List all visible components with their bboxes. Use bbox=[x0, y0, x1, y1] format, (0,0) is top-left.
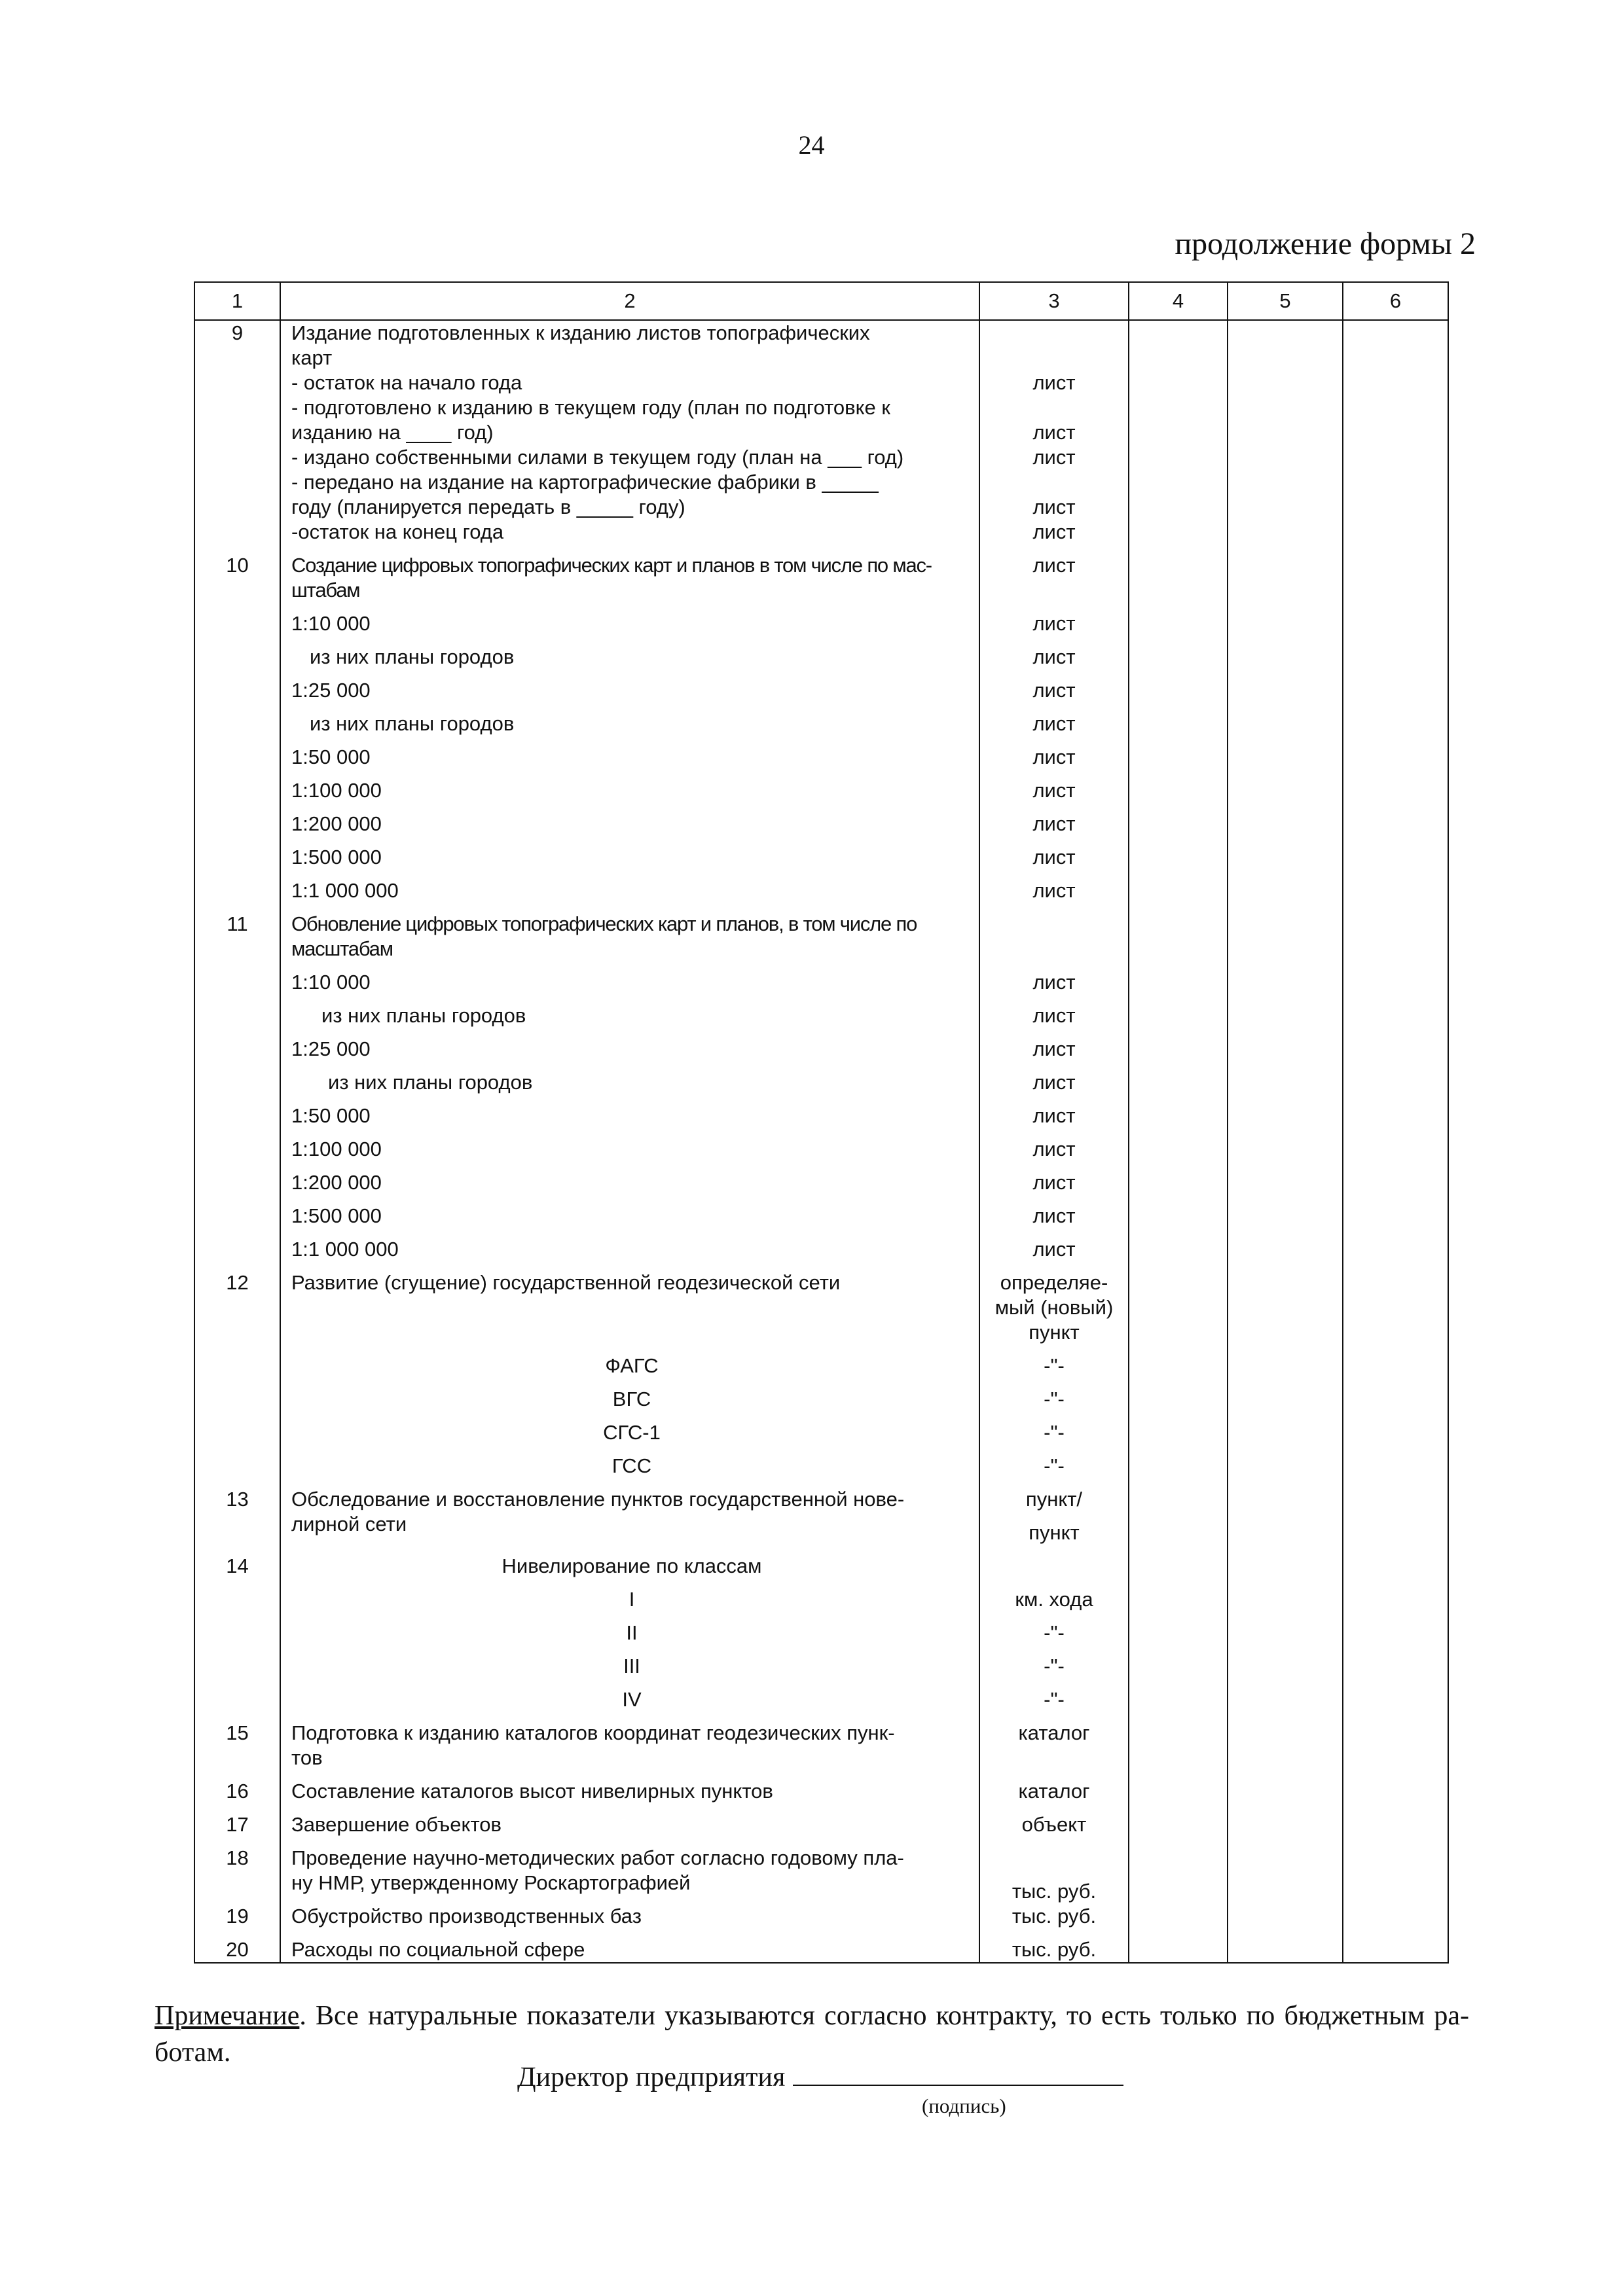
unit-line: лист bbox=[1032, 679, 1076, 702]
row-description bbox=[280, 912, 979, 1270]
row-number: 17 bbox=[194, 1812, 280, 1846]
row-description bbox=[280, 1779, 979, 1812]
value-cell bbox=[1228, 1270, 1343, 1487]
scale-label: 1:500 000 bbox=[291, 846, 382, 869]
unit-cell bbox=[979, 1812, 1129, 1846]
table-row bbox=[194, 1487, 1448, 1554]
unit-line: лист bbox=[1032, 446, 1076, 469]
unit-line: тыс. руб. bbox=[1012, 1905, 1097, 1928]
value-cell bbox=[1228, 320, 1343, 553]
value-cell bbox=[1228, 1779, 1343, 1812]
description-line: штабам bbox=[291, 579, 360, 601]
description-line: Расходы по социальной сфере bbox=[291, 1938, 585, 1961]
description-line: - подготовлено к изданию в текущем году (план по подготовке к bbox=[291, 396, 890, 419]
description-line: году (планируется передать в _____ году) bbox=[291, 495, 685, 518]
value-cell bbox=[1228, 912, 1343, 1270]
value-cell bbox=[1228, 1487, 1343, 1554]
scale-label: 1:25 000 bbox=[291, 1037, 371, 1060]
scale-label: 1:100 000 bbox=[291, 1138, 382, 1160]
description-line: - передано на издание на картографические фабрики в _____ bbox=[291, 471, 879, 493]
unit-line: пункт bbox=[1029, 1521, 1080, 1544]
row-description bbox=[280, 1554, 979, 1721]
unit-cell bbox=[979, 1487, 1129, 1554]
scale-label: из них планы городов bbox=[321, 1004, 526, 1027]
description-line: Проведение научно-методических работ согласно годовому пла- bbox=[291, 1846, 904, 1869]
value-cell bbox=[1343, 912, 1448, 1270]
value-cell bbox=[1129, 1779, 1228, 1812]
unit-line: тыс. руб. bbox=[1012, 1880, 1097, 1903]
value-cell bbox=[1129, 1721, 1228, 1779]
row-number: 13 bbox=[194, 1487, 280, 1554]
value-cell bbox=[1129, 1904, 1228, 1937]
table-header-row bbox=[194, 282, 1448, 320]
value-cell bbox=[1129, 1846, 1228, 1904]
network-class-label: ВГС bbox=[612, 1388, 651, 1410]
unit-line: лист bbox=[1032, 1004, 1076, 1027]
row-description bbox=[280, 1487, 979, 1554]
value-cell bbox=[1228, 1904, 1343, 1937]
value-cell bbox=[1343, 1270, 1448, 1487]
column-header: 6 bbox=[1343, 282, 1448, 320]
row-description bbox=[280, 1270, 979, 1487]
network-class-label: ГСС bbox=[611, 1454, 652, 1477]
footnote bbox=[155, 1998, 1469, 2071]
value-cell bbox=[1129, 912, 1228, 1270]
value-cell bbox=[1129, 320, 1228, 553]
value-cell bbox=[1343, 1904, 1448, 1937]
table-row bbox=[194, 1270, 1448, 1487]
unit-line: пункт/ bbox=[1025, 1488, 1083, 1511]
value-cell bbox=[1343, 553, 1448, 912]
unit-line: -"- bbox=[1044, 1688, 1065, 1711]
unit-line: лист bbox=[1032, 712, 1076, 735]
description-line: Создание цифровых топографических карт и планов в том числе по мас- bbox=[291, 554, 932, 577]
unit-line: тыс. руб. bbox=[1012, 1938, 1097, 1961]
description-line: - остаток на начало года bbox=[291, 371, 522, 394]
scale-label: 1:25 000 bbox=[291, 679, 371, 702]
row-number: 11 bbox=[194, 912, 280, 1270]
value-cell bbox=[1343, 1779, 1448, 1812]
unit-line: лист bbox=[1032, 612, 1076, 635]
description-line: Издание подготовленных к изданию листов топографических bbox=[291, 321, 870, 344]
description-line: изданию на ____ год) bbox=[291, 421, 494, 444]
table-row bbox=[194, 320, 1448, 553]
leveling-class-label: II bbox=[626, 1621, 638, 1644]
table-row bbox=[194, 1779, 1448, 1812]
page-number: 24 bbox=[798, 130, 825, 160]
form-table bbox=[194, 281, 1449, 1964]
value-cell bbox=[1228, 1937, 1343, 1963]
unit-line: -"- bbox=[1044, 1454, 1065, 1477]
unit-line: -"- bbox=[1044, 1655, 1065, 1677]
value-cell bbox=[1129, 1487, 1228, 1554]
unit-line: лист bbox=[1032, 1171, 1076, 1194]
unit-cell bbox=[979, 1937, 1129, 1963]
unit-line: лист bbox=[1032, 495, 1076, 518]
row-description bbox=[280, 1812, 979, 1846]
value-cell bbox=[1343, 1554, 1448, 1721]
unit-cell bbox=[979, 1904, 1129, 1937]
unit-line: каталог bbox=[1018, 1780, 1090, 1803]
description-line: Составление каталогов высот нивелирных пунктов bbox=[291, 1780, 773, 1803]
unit-line: -"- bbox=[1044, 1421, 1065, 1444]
value-cell bbox=[1228, 553, 1343, 912]
description-line: Обследование и восстановление пунктов государственной нове- bbox=[291, 1488, 905, 1511]
description-line: карт bbox=[291, 346, 333, 369]
column-header: 3 bbox=[979, 282, 1129, 320]
row-number: 10 bbox=[194, 553, 280, 912]
scale-label: 1:10 000 bbox=[291, 612, 371, 635]
unit-line: лист bbox=[1032, 520, 1076, 543]
footnote-label: Примечание bbox=[155, 2001, 300, 2031]
scale-label: 1:1 000 000 bbox=[291, 879, 399, 902]
form-continuation-caption: продолжение формы 2 bbox=[1175, 226, 1476, 261]
table-row bbox=[194, 553, 1448, 912]
table-row bbox=[194, 1812, 1448, 1846]
leveling-class-label: IV bbox=[622, 1688, 642, 1711]
unit-line: лист bbox=[1032, 1104, 1076, 1127]
value-cell bbox=[1129, 1554, 1228, 1721]
column-header: 2 bbox=[280, 282, 979, 320]
value-cell bbox=[1343, 1846, 1448, 1904]
unit-cell bbox=[979, 1270, 1129, 1487]
value-cell bbox=[1343, 320, 1448, 553]
unit-line: лист bbox=[1032, 1204, 1076, 1227]
unit-line: -"- bbox=[1044, 1621, 1065, 1644]
scale-label: 1:50 000 bbox=[291, 745, 371, 768]
unit-line: лист bbox=[1032, 421, 1076, 444]
description-line: Обновление цифровых топографических карт и планов, в том числе по bbox=[291, 912, 917, 935]
row-number: 12 bbox=[194, 1270, 280, 1487]
unit-line bbox=[980, 470, 1128, 495]
signature-label: Директор предприятия bbox=[517, 2062, 786, 2092]
description-line: ну НМР, утвержденному Роскартографией bbox=[291, 1871, 691, 1894]
unit-line: лист bbox=[1032, 554, 1076, 577]
value-cell bbox=[1343, 1487, 1448, 1554]
signature-caption: (подпись) bbox=[922, 2094, 1006, 2117]
value-cell bbox=[1228, 1554, 1343, 1721]
value-cell bbox=[1343, 1721, 1448, 1779]
description-line: масштабам bbox=[291, 937, 393, 960]
network-class-label: СГС-1 bbox=[603, 1421, 661, 1444]
column-header: 1 bbox=[194, 282, 280, 320]
value-cell bbox=[1129, 1812, 1228, 1846]
unit-line: лист bbox=[1032, 371, 1076, 394]
row-number: 19 bbox=[194, 1904, 280, 1937]
unit-line bbox=[980, 346, 1128, 370]
value-cell bbox=[1228, 1812, 1343, 1846]
description-line: Завершение объектов bbox=[291, 1813, 502, 1836]
leveling-class-label: I bbox=[629, 1588, 635, 1611]
row-number: 15 bbox=[194, 1721, 280, 1779]
unit-line: -"- bbox=[1044, 1388, 1065, 1410]
unit-line: лист bbox=[1032, 1238, 1076, 1261]
value-cell bbox=[1129, 1937, 1228, 1963]
scale-label: 1:200 000 bbox=[291, 1171, 382, 1194]
row-description bbox=[280, 320, 979, 553]
description-line: Развитие (сгущение) государственной геодезической сети bbox=[291, 1271, 841, 1294]
row-description bbox=[280, 1904, 979, 1937]
scale-label: из них планы городов bbox=[310, 645, 515, 668]
column-header: 4 bbox=[1129, 282, 1228, 320]
signature-line bbox=[517, 2062, 1123, 2093]
unit-line: лист bbox=[1032, 812, 1076, 835]
scale-label: 1:1 000 000 bbox=[291, 1238, 399, 1261]
unit-cell bbox=[979, 1721, 1129, 1779]
value-cell bbox=[1343, 1812, 1448, 1846]
unit-cell bbox=[979, 1779, 1129, 1812]
unit-line: лист bbox=[1032, 745, 1076, 768]
description-line: тов bbox=[291, 1746, 323, 1769]
table-row bbox=[194, 1937, 1448, 1963]
scale-label: 1:100 000 bbox=[291, 779, 382, 802]
unit-line bbox=[980, 321, 1128, 346]
row-description bbox=[280, 1937, 979, 1963]
scale-label: из них планы городов bbox=[328, 1071, 533, 1094]
unit-line: км. хода bbox=[1015, 1588, 1093, 1611]
unit-line: лист bbox=[1032, 779, 1076, 802]
row-description bbox=[280, 1721, 979, 1779]
row-number: 20 bbox=[194, 1937, 280, 1963]
table-row bbox=[194, 1846, 1448, 1904]
table-row bbox=[194, 912, 1448, 1270]
description-line: - издано собственными силами в текущем году (план на ___ год) bbox=[291, 446, 904, 469]
row-description bbox=[280, 1846, 979, 1904]
scale-label: 1:10 000 bbox=[291, 971, 371, 994]
unit-line: мый (новый) bbox=[994, 1296, 1114, 1319]
table-row bbox=[194, 1904, 1448, 1937]
value-cell bbox=[1228, 1846, 1343, 1904]
value-cell bbox=[1228, 1721, 1343, 1779]
unit-line: лист bbox=[1032, 879, 1076, 902]
row-number: 16 bbox=[194, 1779, 280, 1812]
unit-cell bbox=[979, 1846, 1129, 1904]
unit-line: -"- bbox=[1044, 1354, 1065, 1377]
scale-label: 1:200 000 bbox=[291, 812, 382, 835]
scale-label: из них планы городов bbox=[310, 712, 515, 735]
unit-line: объект bbox=[1021, 1813, 1087, 1836]
description-line: Подготовка к изданию каталогов координат геодезических пунк- bbox=[291, 1721, 895, 1744]
description-line: Нивелирование по классам bbox=[501, 1554, 762, 1577]
row-number: 9 bbox=[194, 320, 280, 553]
unit-line: лист bbox=[1032, 1037, 1076, 1060]
unit-line: лист bbox=[1032, 846, 1076, 869]
row-number: 14 bbox=[194, 1554, 280, 1721]
value-cell bbox=[1129, 553, 1228, 912]
scale-label: 1:50 000 bbox=[291, 1104, 371, 1127]
unit-line bbox=[980, 395, 1128, 420]
table-row bbox=[194, 1554, 1448, 1721]
unit-cell bbox=[979, 320, 1129, 553]
unit-line: пункт bbox=[1029, 1321, 1080, 1344]
unit-line: лист bbox=[1032, 971, 1076, 994]
footnote-text: . Все натуральные показатели указываются согласно контракту, то есть только по бюджетным ра-ботам. bbox=[155, 2001, 1469, 2068]
signature-field[interactable] bbox=[793, 2062, 1123, 2086]
unit-cell bbox=[979, 553, 1129, 912]
unit-cell bbox=[979, 1554, 1129, 1721]
scale-label: 1:500 000 bbox=[291, 1204, 382, 1227]
value-cell bbox=[1129, 1270, 1228, 1487]
value-cell bbox=[1343, 1937, 1448, 1963]
network-class-label: ФАГС bbox=[605, 1354, 659, 1377]
unit-line: лист bbox=[1032, 1138, 1076, 1160]
unit-line: лист bbox=[1032, 1071, 1076, 1094]
description-line: -остаток на конец года bbox=[291, 520, 504, 543]
description-line: Обустройство производственных баз bbox=[291, 1905, 642, 1928]
table-row bbox=[194, 1721, 1448, 1779]
leveling-class-label: III bbox=[623, 1655, 640, 1677]
unit-line: каталог bbox=[1018, 1721, 1090, 1744]
unit-line: определяе- bbox=[1000, 1271, 1108, 1294]
row-number: 18 bbox=[194, 1846, 280, 1904]
column-header: 5 bbox=[1228, 282, 1343, 320]
unit-cell bbox=[979, 912, 1129, 1270]
row-description bbox=[280, 553, 979, 912]
unit-line: лист bbox=[1032, 645, 1076, 668]
description-line: лирной сети bbox=[291, 1513, 407, 1535]
